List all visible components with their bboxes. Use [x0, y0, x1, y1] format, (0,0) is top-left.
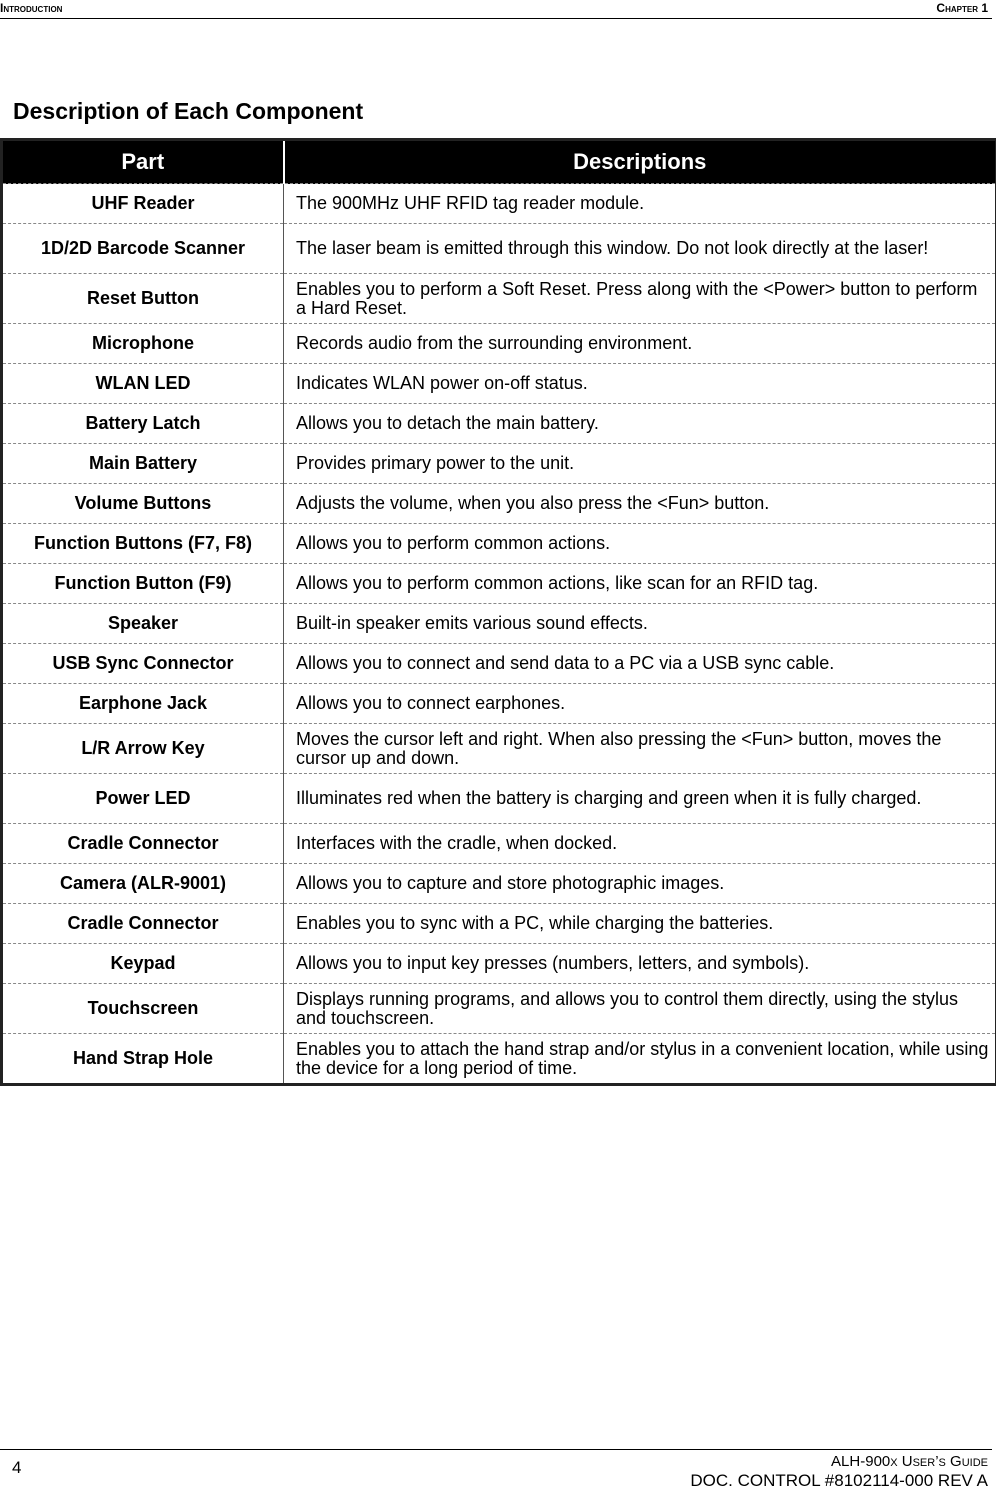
- part-description: The laser beam is emitted through this window. Do not look directly at the laser!: [284, 224, 996, 274]
- column-header-part: Part: [2, 140, 284, 184]
- part-description: Adjusts the volume, when you also press the <Fun> button.: [284, 484, 996, 524]
- page-footer: [0, 1449, 992, 1492]
- table-row: [2, 904, 996, 944]
- part-name: Cradle Connector: [2, 824, 284, 864]
- part-name: USB Sync Connector: [2, 644, 284, 684]
- part-name: WLAN LED: [2, 364, 284, 404]
- part-description: Provides primary power to the unit.: [284, 444, 996, 484]
- page-number: 4: [12, 1458, 22, 1477]
- part-name: Microphone: [2, 324, 284, 364]
- part-description: Allows you to input key presses (numbers, letters, and symbols).: [284, 944, 996, 984]
- part-description: Records audio from the surrounding environment.: [284, 324, 996, 364]
- guide-label: User’s Guide: [897, 1453, 988, 1470]
- header-chapter: Chapter 1: [936, 1, 988, 15]
- part-description: Allows you to connect earphones.: [284, 684, 996, 724]
- part-description: Built-in speaker emits various sound effects.: [284, 604, 996, 644]
- table-row: [2, 404, 996, 444]
- part-description: Interfaces with the cradle, when docked.: [284, 824, 996, 864]
- part-description: Enables you to sync with a PC, while charging the batteries.: [284, 904, 996, 944]
- component-table: [0, 138, 996, 1086]
- part-description: Enables you to perform a Soft Reset. Press along with the <Power> button to perform a Hard Reset.: [284, 274, 996, 324]
- doc-control-number: DOC. CONTROL #8102114-000 REV A: [690, 1471, 988, 1490]
- table-row: [2, 564, 996, 604]
- part-description: Displays running programs, and allows you to control them directly, using the stylus and touchscreen.: [284, 984, 996, 1034]
- part-name: Speaker: [2, 604, 284, 644]
- part-description: Allows you to capture and store photographic images.: [284, 864, 996, 904]
- part-name: Volume Buttons: [2, 484, 284, 524]
- part-description: Allows you to perform common actions.: [284, 524, 996, 564]
- part-description: Indicates WLAN power on-off status.: [284, 364, 996, 404]
- part-name: Keypad: [2, 944, 284, 984]
- part-description: Allows you to connect and send data to a PC via a USB sync cable.: [284, 644, 996, 684]
- table-row: [2, 684, 996, 724]
- part-name: Function Button (F9): [2, 564, 284, 604]
- part-description: Allows you to detach the main battery.: [284, 404, 996, 444]
- section-title: Description of Each Component: [13, 98, 364, 124]
- part-name: Battery Latch: [2, 404, 284, 444]
- part-name: Power LED: [2, 774, 284, 824]
- part-name: Earphone Jack: [2, 684, 284, 724]
- table-row: [2, 1034, 996, 1085]
- table-row: [2, 274, 996, 324]
- part-description: Illuminates red when the battery is charging and green when it is fully charged.: [284, 774, 996, 824]
- table-row: [2, 224, 996, 274]
- header-section-name: Introduction: [0, 1, 63, 15]
- table-header-row: [2, 140, 996, 184]
- table-row: [2, 984, 996, 1034]
- table-row: [2, 774, 996, 824]
- part-name: Reset Button: [2, 274, 284, 324]
- table-row: [2, 864, 996, 904]
- table-row: [2, 824, 996, 864]
- part-name: Camera (ALR-9001): [2, 864, 284, 904]
- table-row: [2, 724, 996, 774]
- part-name: Hand Strap Hole: [2, 1034, 284, 1085]
- part-name: Cradle Connector: [2, 904, 284, 944]
- part-description: Moves the cursor left and right. When also pressing the <Fun> button, moves the cursor up and down.: [284, 724, 996, 774]
- table-row: [2, 444, 996, 484]
- table-row: [2, 324, 996, 364]
- product-name: ALH-900: [831, 1453, 891, 1470]
- page-header: [0, 0, 992, 19]
- part-description: The 900MHz UHF RFID tag reader module.: [284, 184, 996, 224]
- part-name: L/R Arrow Key: [2, 724, 284, 774]
- part-name: 1D/2D Barcode Scanner: [2, 224, 284, 274]
- part-name: Function Buttons (F7, F8): [2, 524, 284, 564]
- table-row: [2, 644, 996, 684]
- product-suffix: x: [890, 1453, 898, 1470]
- table-row: [2, 524, 996, 564]
- column-header-descriptions: Descriptions: [284, 140, 996, 184]
- guide-title: [831, 1453, 988, 1471]
- part-name: Touchscreen: [2, 984, 284, 1034]
- part-description: Allows you to perform common actions, like scan for an RFID tag.: [284, 564, 996, 604]
- table-row: [2, 364, 996, 404]
- part-name: Main Battery: [2, 444, 284, 484]
- table-row: [2, 184, 996, 224]
- table-row: [2, 944, 996, 984]
- table-row: [2, 484, 996, 524]
- table-row: [2, 604, 996, 644]
- part-description: Enables you to attach the hand strap and/or stylus in a convenient location, while using the device for a long period of time.: [284, 1034, 996, 1085]
- part-name: UHF Reader: [2, 184, 284, 224]
